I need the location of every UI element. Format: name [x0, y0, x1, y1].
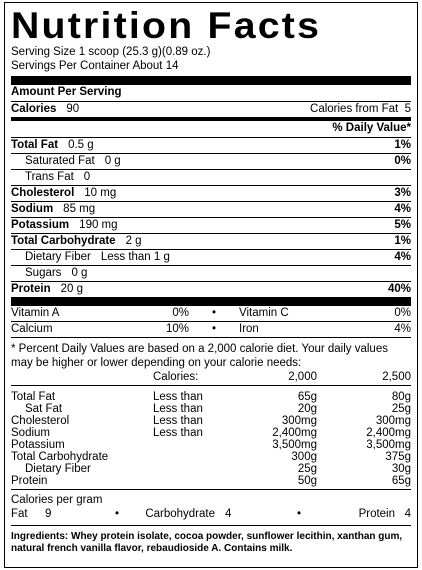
nutrient-amount: 2 g	[125, 235, 142, 247]
nutrient-label: Trans Fat	[25, 171, 74, 183]
vitamin-row	[11, 306, 411, 321]
dv-cell: 2,400mg	[366, 427, 411, 439]
calories-row	[11, 101, 411, 117]
nutrient-label: Protein	[11, 283, 51, 295]
dv-cell: 20g	[297, 403, 317, 415]
thin-divider	[11, 489, 411, 490]
cpg-carb-value: 4	[225, 508, 232, 520]
dv-cell	[153, 439, 257, 451]
nutrient-row-protein	[11, 281, 411, 297]
ingredients: Ingredients: Whey protein isolate, cocoa powder, sunflower lecithin, xanthan gum, natural french vanilla flavor, rebaudioside A. Contains milk.	[11, 531, 403, 554]
dv-cell: Less than	[153, 391, 203, 403]
cpg-protein-value: 4	[404, 508, 411, 520]
dv-cell	[153, 475, 257, 487]
nutrient-dv: 0%	[394, 155, 411, 167]
calories-from-fat-label: Calories from Fat	[310, 103, 399, 115]
nutrient-row-saturated-fat	[11, 153, 411, 169]
nutrient-dv: 1%	[394, 235, 411, 247]
vitamin-value: 0%	[172, 307, 189, 319]
dv-cell: Calories:	[153, 371, 199, 383]
dv-cell: Less than	[153, 415, 203, 427]
dv-cell: 65g	[391, 475, 411, 487]
nutrient-label: Saturated Fat	[25, 155, 95, 167]
nutrient-amount: 0.5 g	[68, 139, 94, 151]
thin-divider	[11, 337, 411, 338]
nutrient-row-total-carbohydrate	[11, 233, 411, 249]
dv-cell: Cholesterol	[11, 415, 70, 427]
dv-cell: 300g	[291, 451, 317, 463]
calories-per-gram-row	[11, 507, 411, 521]
nutrient-amount: 0 g	[71, 267, 88, 279]
panel-title: Nutrition Facts	[11, 5, 322, 46]
vitamin-label: Iron	[239, 323, 259, 335]
dv-cell: 50g	[297, 475, 317, 487]
vitamin-value: 0%	[394, 307, 411, 319]
nutrient-row-potassium	[11, 217, 411, 233]
footnote: * Percent Daily Values are based on a 2,000 calorie diet. Your daily values may be higher or lower depending on your calorie needs:	[11, 343, 388, 369]
dv-cell: 80g	[391, 391, 411, 403]
dv-cell: Protein	[11, 475, 48, 487]
nutrient-amount: 20 g	[60, 283, 84, 295]
bullet: •	[115, 508, 120, 520]
dv-cell: 30g	[391, 463, 411, 475]
dv-cell: Less than	[153, 403, 203, 415]
nutrient-row-sodium	[11, 201, 411, 217]
calories-per-gram-label: Calories per gram	[11, 494, 103, 506]
nutrient-label: Total Carbohydrate	[11, 235, 116, 247]
dv-cell: 375g	[385, 451, 411, 463]
nutrient-dv: 5%	[394, 219, 411, 231]
dv-cell: 300mg	[375, 415, 411, 427]
nutrient-dv: 1%	[394, 139, 411, 151]
daily-values-table	[11, 371, 411, 383]
dv-cell: 3,500mg	[366, 439, 411, 451]
amount-per-serving-row	[11, 85, 411, 101]
nutrient-dv: 4%	[394, 203, 411, 215]
nutrient-label: Total Fat	[11, 139, 59, 151]
cpg-carb-label: Carbohydrate	[145, 508, 215, 520]
amount-per-serving: Amount Per Serving	[11, 86, 122, 98]
serving-size: Serving Size 1 scoop (25.3 g)(0.89 oz.)	[11, 46, 211, 58]
nutrient-amount: 85 mg	[63, 203, 96, 215]
cpg-protein-label: Protein	[358, 508, 395, 520]
daily-value-header-row	[11, 121, 411, 137]
nutrient-label: Cholesterol	[11, 187, 75, 199]
calories-label: Calories	[11, 103, 57, 115]
nutrient-row-trans-fat	[11, 169, 411, 185]
dv-cell: 2,500	[382, 371, 411, 383]
nutrient-label: Sodium	[11, 203, 54, 215]
vitamin-value: 10%	[165, 323, 189, 335]
dv-cell: 2,400mg	[272, 427, 317, 439]
nutrition-facts-panel	[4, 2, 418, 568]
vitamin-value: 4%	[394, 323, 411, 335]
dv-cell: 3,500mg	[272, 439, 317, 451]
vitamin-label: Vitamin C	[239, 307, 289, 319]
nutrient-label: Potassium	[11, 219, 70, 231]
nutrient-amount: 10 mg	[84, 187, 117, 199]
cpg-fat-label: Fat	[11, 508, 28, 520]
nutrient-row-cholesterol	[11, 185, 411, 201]
bullet: •	[296, 508, 301, 520]
dv-cell	[153, 463, 257, 475]
dv-cell: 300mg	[281, 415, 317, 427]
dv-cell: 65g	[297, 391, 317, 403]
thick-divider	[11, 76, 411, 85]
nutrient-dv: 4%	[394, 251, 411, 263]
vitamin-label: Vitamin A	[11, 307, 60, 319]
dv-cell	[153, 451, 257, 463]
bullet: •	[211, 323, 217, 335]
dv-cell: 2,000	[288, 371, 317, 383]
dv-cell: Total Carbohydrate	[11, 451, 109, 463]
calories-from-fat-value: 5	[404, 103, 411, 115]
nutrient-dv: 3%	[394, 187, 411, 199]
dv-cell: Total Fat	[11, 391, 56, 403]
dv-cell: Less than	[153, 427, 203, 439]
nutrient-amount: 0 g	[104, 155, 121, 167]
dv-cell: 25g	[391, 403, 411, 415]
nutrient-amount: 0	[83, 171, 91, 183]
cpg-fat-value: 9	[45, 508, 52, 520]
nutrient-label: Dietary Fiber	[25, 251, 91, 263]
vitamin-label: Calcium	[11, 323, 53, 335]
dv-cell: 25g	[297, 463, 317, 475]
nutrient-row-total-fat	[11, 137, 411, 153]
nutrient-label: Sugars	[25, 267, 62, 279]
nutrient-amount: 190 mg	[79, 219, 118, 231]
thick-divider	[11, 297, 411, 306]
dv-cell: Sodium	[11, 427, 50, 439]
nutrient-row-sugars	[11, 265, 411, 281]
bullet: •	[211, 307, 217, 319]
nutrient-amount: Less than 1 g	[100, 251, 170, 263]
thin-divider	[11, 385, 411, 386]
vitamin-row	[11, 322, 411, 337]
daily-values-rows	[11, 391, 411, 487]
nutrient-dv: 40%	[387, 283, 411, 295]
calories-value: 90	[66, 103, 80, 115]
dv-cell: Potassium	[11, 439, 65, 451]
servings-per-container: Servings Per Container About 14	[11, 60, 179, 72]
daily-value-header: % Daily Value*	[332, 122, 411, 134]
thin-divider	[11, 525, 411, 526]
dv-cell: Sat Fat	[25, 403, 63, 415]
dv-cell	[11, 371, 153, 383]
nutrient-row-dietary-fiber	[11, 249, 411, 265]
dv-cell: Dietary Fiber	[25, 463, 91, 475]
